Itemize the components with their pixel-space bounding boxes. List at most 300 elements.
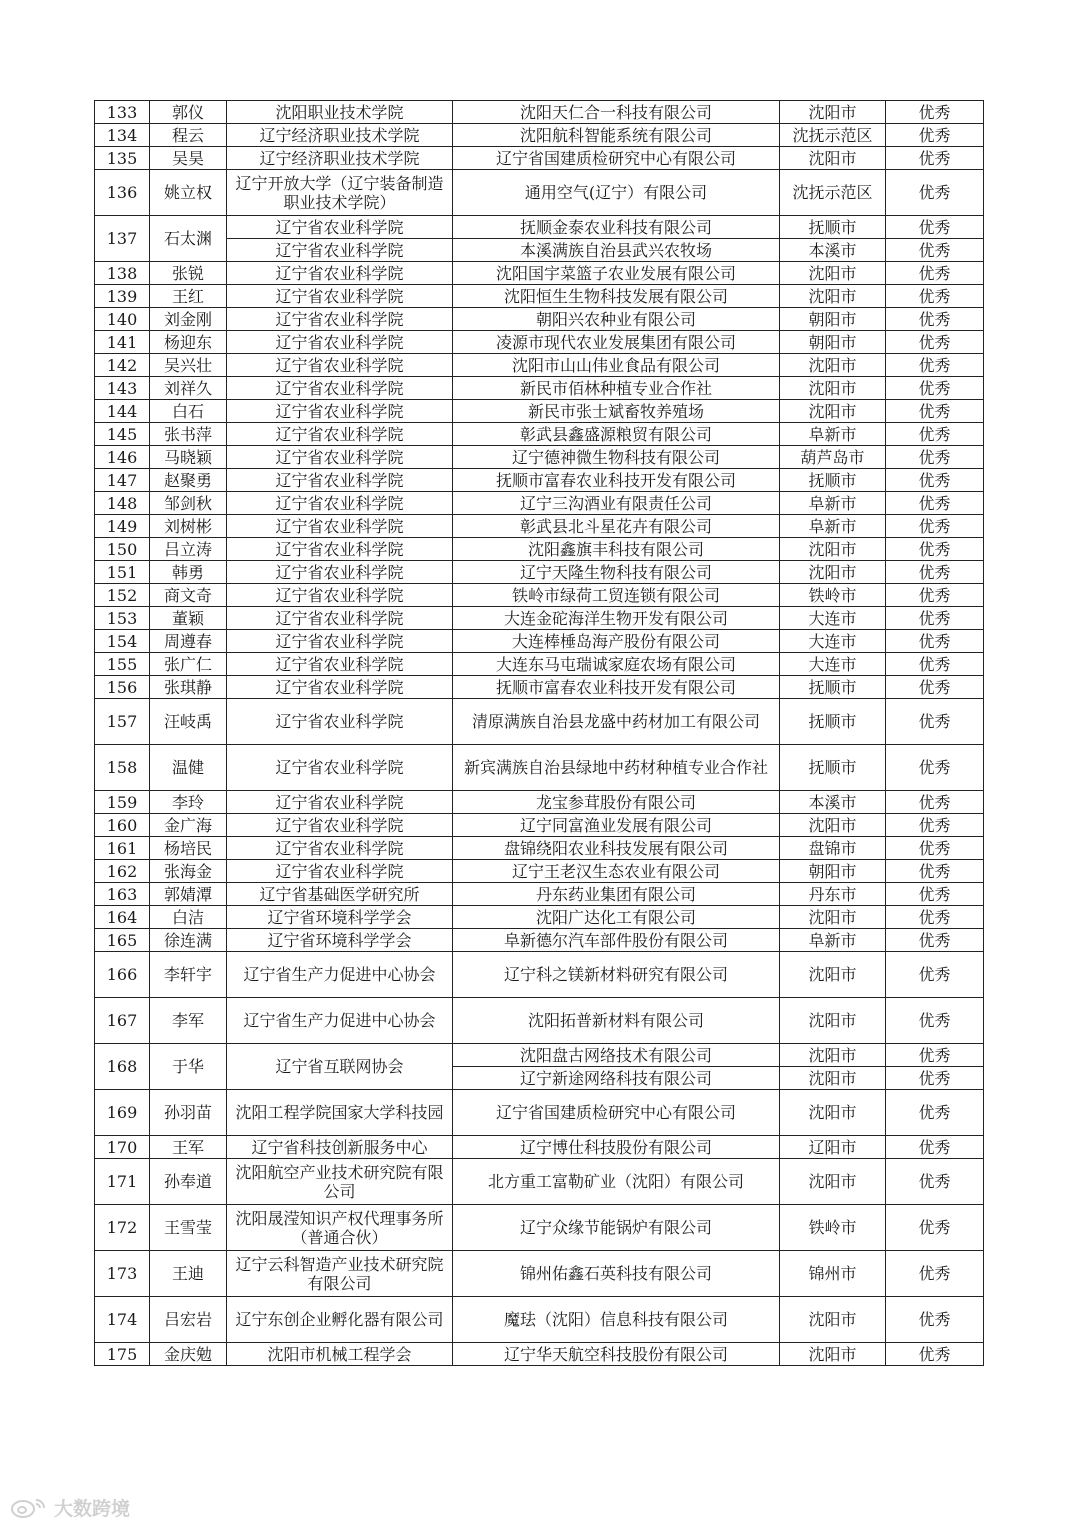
row-number: 135 xyxy=(95,147,150,170)
company-city: 沈抚示范区 xyxy=(780,170,886,216)
table-row xyxy=(95,998,984,1044)
row-number: 136 xyxy=(95,170,150,216)
row-number: 159 xyxy=(95,791,150,814)
expert-name: 吴兴壮 xyxy=(150,354,227,377)
dispatch-unit: 辽宁省环境科学学会 xyxy=(227,906,453,929)
row-number: 175 xyxy=(95,1343,150,1366)
evaluation-grade: 优秀 xyxy=(886,377,984,400)
row-number: 162 xyxy=(95,860,150,883)
company-city: 朝阳市 xyxy=(780,331,886,354)
expert-name: 温健 xyxy=(150,745,227,791)
company-city: 沈阳市 xyxy=(780,952,886,998)
table-row xyxy=(95,492,984,515)
table-row xyxy=(95,308,984,331)
evaluation-grade: 优秀 xyxy=(886,308,984,331)
company-city: 沈阳市 xyxy=(780,147,886,170)
service-company: 彰武县鑫盛源粮贸有限公司 xyxy=(453,423,780,446)
company-city: 本溪市 xyxy=(780,239,886,262)
company-city: 丹东市 xyxy=(780,883,886,906)
row-number: 134 xyxy=(95,124,150,147)
service-company: 北方重工富勒矿业（沈阳）有限公司 xyxy=(453,1159,780,1205)
company-city: 沈阳市 xyxy=(780,814,886,837)
row-number: 146 xyxy=(95,446,150,469)
evaluation-grade: 优秀 xyxy=(886,469,984,492)
dispatch-unit: 辽宁省农业科学院 xyxy=(227,285,453,308)
company-city: 大连市 xyxy=(780,607,886,630)
table-row xyxy=(95,814,984,837)
table-row xyxy=(95,446,984,469)
company-city: 沈阳市 xyxy=(780,101,886,124)
row-number: 167 xyxy=(95,998,150,1044)
company-city: 锦州市 xyxy=(780,1251,886,1297)
dispatch-unit: 辽宁省农业科学院 xyxy=(227,216,453,239)
dispatch-unit: 辽宁省农业科学院 xyxy=(227,308,453,331)
row-number: 174 xyxy=(95,1297,150,1343)
table-row xyxy=(95,883,984,906)
company-city: 沈阳市 xyxy=(780,1090,886,1136)
service-company: 通用空气(辽宁）有限公司 xyxy=(453,170,780,216)
table-row xyxy=(95,837,984,860)
dispatch-unit: 辽宁省科技创新服务中心 xyxy=(227,1136,453,1159)
row-number: 171 xyxy=(95,1159,150,1205)
expert-name: 韩勇 xyxy=(150,561,227,584)
expert-name: 金庆勉 xyxy=(150,1343,227,1366)
service-company: 辽宁省国建质检研究中心有限公司 xyxy=(453,1090,780,1136)
expert-name: 李轩宇 xyxy=(150,952,227,998)
dispatch-unit: 辽宁东创企业孵化器有限公司 xyxy=(227,1297,453,1343)
evaluation-grade: 优秀 xyxy=(886,929,984,952)
table-row xyxy=(95,285,984,308)
service-company: 辽宁三沟酒业有限责任公司 xyxy=(453,492,780,515)
service-company: 辽宁博仕科技股份有限公司 xyxy=(453,1136,780,1159)
table-row xyxy=(95,630,984,653)
table-row xyxy=(95,1297,984,1343)
expert-name: 白石 xyxy=(150,400,227,423)
service-company: 清原满族自治县龙盛中药材加工有限公司 xyxy=(453,699,780,745)
table-row xyxy=(95,607,984,630)
row-number: 163 xyxy=(95,883,150,906)
expert-name: 汪岐禹 xyxy=(150,699,227,745)
expert-name: 杨培民 xyxy=(150,837,227,860)
evaluation-grade: 优秀 xyxy=(886,423,984,446)
company-city: 铁岭市 xyxy=(780,584,886,607)
expert-name: 张海金 xyxy=(150,860,227,883)
row-number: 173 xyxy=(95,1251,150,1297)
evaluation-grade: 优秀 xyxy=(886,354,984,377)
row-number: 165 xyxy=(95,929,150,952)
service-company: 彰武县北斗星花卉有限公司 xyxy=(453,515,780,538)
table-row xyxy=(95,515,984,538)
company-city: 沈阳市 xyxy=(780,354,886,377)
table-row xyxy=(95,1251,984,1297)
company-city: 沈阳市 xyxy=(780,262,886,285)
service-company: 辽宁华天航空科技股份有限公司 xyxy=(453,1343,780,1366)
service-company: 沈阳广达化工有限公司 xyxy=(453,906,780,929)
table-row xyxy=(95,216,984,239)
table-row xyxy=(95,170,984,216)
company-city: 辽阳市 xyxy=(780,1136,886,1159)
evaluation-grade: 优秀 xyxy=(886,262,984,285)
company-city: 沈阳市 xyxy=(780,377,886,400)
row-number: 141 xyxy=(95,331,150,354)
table-row xyxy=(95,1343,984,1366)
evaluation-grade: 优秀 xyxy=(886,239,984,262)
dispatch-unit: 辽宁省农业科学院 xyxy=(227,607,453,630)
row-number: 170 xyxy=(95,1136,150,1159)
service-company: 大连金砣海洋生物开发有限公司 xyxy=(453,607,780,630)
table-row xyxy=(95,147,984,170)
row-number: 151 xyxy=(95,561,150,584)
expert-name: 程云 xyxy=(150,124,227,147)
dispatch-unit: 辽宁省农业科学院 xyxy=(227,239,453,262)
expert-name: 杨迎东 xyxy=(150,331,227,354)
company-city: 铁岭市 xyxy=(780,1205,886,1251)
company-city: 阜新市 xyxy=(780,423,886,446)
dispatch-unit: 辽宁省农业科学院 xyxy=(227,492,453,515)
expert-name: 张琪静 xyxy=(150,676,227,699)
evaluation-grade: 优秀 xyxy=(886,699,984,745)
service-company: 沈阳恒生生物科技发展有限公司 xyxy=(453,285,780,308)
company-city: 朝阳市 xyxy=(780,308,886,331)
row-number: 137 xyxy=(95,216,150,262)
row-number: 154 xyxy=(95,630,150,653)
service-company: 朝阳兴农种业有限公司 xyxy=(453,308,780,331)
dispatch-unit: 沈阳职业技术学院 xyxy=(227,101,453,124)
table-row xyxy=(95,423,984,446)
table-row xyxy=(95,906,984,929)
row-number: 139 xyxy=(95,285,150,308)
table-row xyxy=(95,469,984,492)
dispatch-unit: 辽宁开放大学（辽宁装备制造职业技术学院） xyxy=(227,170,453,216)
weibo-logo-icon xyxy=(10,1496,48,1518)
table-row xyxy=(95,1090,984,1136)
evaluation-grade: 优秀 xyxy=(886,538,984,561)
dispatch-unit: 辽宁省农业科学院 xyxy=(227,584,453,607)
service-company: 新民市张士斌畜牧养殖场 xyxy=(453,400,780,423)
expert-name: 姚立权 xyxy=(150,170,227,216)
evaluation-grade: 优秀 xyxy=(886,676,984,699)
row-number: 155 xyxy=(95,653,150,676)
dispatch-unit: 辽宁省农业科学院 xyxy=(227,400,453,423)
row-number: 150 xyxy=(95,538,150,561)
table-row xyxy=(95,676,984,699)
evaluation-grade: 优秀 xyxy=(886,285,984,308)
service-company: 新宾满族自治县绿地中药材种植专业合作社 xyxy=(453,745,780,791)
company-city: 本溪市 xyxy=(780,791,886,814)
dispatch-unit: 辽宁省农业科学院 xyxy=(227,515,453,538)
dispatch-unit: 辽宁省农业科学院 xyxy=(227,354,453,377)
service-company: 辽宁同富渔业发展有限公司 xyxy=(453,814,780,837)
row-number: 142 xyxy=(95,354,150,377)
company-city: 抚顺市 xyxy=(780,676,886,699)
evaluation-grade: 优秀 xyxy=(886,124,984,147)
dispatch-unit: 沈阳航空产业技术研究院有限公司 xyxy=(227,1159,453,1205)
expert-name: 郭仪 xyxy=(150,101,227,124)
service-company: 魔珐（沈阳）信息科技有限公司 xyxy=(453,1297,780,1343)
row-number: 143 xyxy=(95,377,150,400)
company-city: 大连市 xyxy=(780,630,886,653)
service-company: 锦州佑鑫石英科技有限公司 xyxy=(453,1251,780,1297)
service-company: 丹东药业集团有限公司 xyxy=(453,883,780,906)
evaluation-grade: 优秀 xyxy=(886,1067,984,1090)
row-number: 158 xyxy=(95,745,150,791)
expert-name: 孙羽苗 xyxy=(150,1090,227,1136)
dispatch-unit: 辽宁省农业科学院 xyxy=(227,837,453,860)
row-number: 160 xyxy=(95,814,150,837)
expert-name: 郭婧潭 xyxy=(150,883,227,906)
evaluation-grade: 优秀 xyxy=(886,1297,984,1343)
evaluation-grade: 优秀 xyxy=(886,101,984,124)
table-row xyxy=(95,745,984,791)
table-row xyxy=(95,584,984,607)
table-row xyxy=(95,354,984,377)
company-city: 沈阳市 xyxy=(780,1297,886,1343)
company-city: 朝阳市 xyxy=(780,860,886,883)
evaluation-grade: 优秀 xyxy=(886,1136,984,1159)
evaluation-grade: 优秀 xyxy=(886,1251,984,1297)
row-number: 148 xyxy=(95,492,150,515)
company-city: 抚顺市 xyxy=(780,216,886,239)
evaluation-grade: 优秀 xyxy=(886,1343,984,1366)
evaluation-grade: 优秀 xyxy=(886,561,984,584)
dispatch-unit: 沈阳晟滢知识产权代理事务所（普通合伙） xyxy=(227,1205,453,1251)
evaluation-grade: 优秀 xyxy=(886,216,984,239)
row-number: 147 xyxy=(95,469,150,492)
dispatch-unit: 辽宁省环境科学学会 xyxy=(227,929,453,952)
table-row xyxy=(95,124,984,147)
service-company: 盘锦绕阳农业科技发展有限公司 xyxy=(453,837,780,860)
evaluation-grade: 优秀 xyxy=(886,584,984,607)
company-city: 沈抚示范区 xyxy=(780,124,886,147)
expert-name: 刘金刚 xyxy=(150,308,227,331)
table-row xyxy=(95,653,984,676)
table-row xyxy=(95,1159,984,1205)
row-number: 152 xyxy=(95,584,150,607)
service-company: 大连棒棰岛海产股份有限公司 xyxy=(453,630,780,653)
table-row xyxy=(95,239,984,262)
evaluation-grade: 优秀 xyxy=(886,814,984,837)
dispatch-unit: 辽宁省农业科学院 xyxy=(227,745,453,791)
expert-name: 孙奉道 xyxy=(150,1159,227,1205)
company-city: 大连市 xyxy=(780,653,886,676)
service-company: 铁岭市绿荷工贸连锁有限公司 xyxy=(453,584,780,607)
expert-name: 赵聚勇 xyxy=(150,469,227,492)
table-row xyxy=(95,400,984,423)
table-row xyxy=(95,1044,984,1067)
dispatch-unit: 辽宁省农业科学院 xyxy=(227,676,453,699)
service-company: 沈阳拓普新材料有限公司 xyxy=(453,998,780,1044)
company-city: 沈阳市 xyxy=(780,561,886,584)
expert-name: 吴昊 xyxy=(150,147,227,170)
company-city: 抚顺市 xyxy=(780,699,886,745)
table-row xyxy=(95,860,984,883)
dispatch-unit: 沈阳市机械工程学会 xyxy=(227,1343,453,1366)
company-city: 沈阳市 xyxy=(780,1044,886,1067)
table-row xyxy=(95,952,984,998)
row-number: 161 xyxy=(95,837,150,860)
table-row xyxy=(95,699,984,745)
row-number: 172 xyxy=(95,1205,150,1251)
dispatch-unit: 辽宁省农业科学院 xyxy=(227,630,453,653)
dispatch-unit: 辽宁省农业科学院 xyxy=(227,377,453,400)
dispatch-unit: 辽宁省农业科学院 xyxy=(227,423,453,446)
service-company: 沈阳鑫旗丰科技有限公司 xyxy=(453,538,780,561)
service-company: 凌源市现代农业发展集团有限公司 xyxy=(453,331,780,354)
expert-name: 周遵春 xyxy=(150,630,227,653)
evaluation-grade: 优秀 xyxy=(886,998,984,1044)
dispatch-unit: 沈阳工程学院国家大学科技园 xyxy=(227,1090,453,1136)
dispatch-unit: 辽宁省农业科学院 xyxy=(227,538,453,561)
dispatch-unit: 辽宁省农业科学院 xyxy=(227,469,453,492)
expert-name: 刘树彬 xyxy=(150,515,227,538)
expert-name: 张广仁 xyxy=(150,653,227,676)
expert-name: 王雪莹 xyxy=(150,1205,227,1251)
company-city: 盘锦市 xyxy=(780,837,886,860)
expert-name: 马晓颖 xyxy=(150,446,227,469)
company-city: 阜新市 xyxy=(780,929,886,952)
expert-name: 于华 xyxy=(150,1044,227,1090)
row-number: 164 xyxy=(95,906,150,929)
row-number: 169 xyxy=(95,1090,150,1136)
table-row xyxy=(95,538,984,561)
dispatch-unit: 辽宁省农业科学院 xyxy=(227,561,453,584)
expert-name: 商文奇 xyxy=(150,584,227,607)
service-company: 抚顺金泰农业科技有限公司 xyxy=(453,216,780,239)
company-city: 沈阳市 xyxy=(780,285,886,308)
expert-name: 白洁 xyxy=(150,906,227,929)
table-row xyxy=(95,1136,984,1159)
evaluation-grade: 优秀 xyxy=(886,331,984,354)
table-row xyxy=(95,929,984,952)
expert-name: 王迪 xyxy=(150,1251,227,1297)
evaluation-grade: 优秀 xyxy=(886,745,984,791)
expert-name: 李玲 xyxy=(150,791,227,814)
table-row xyxy=(95,1205,984,1251)
evaluation-grade: 优秀 xyxy=(886,860,984,883)
dispatch-unit: 辽宁省农业科学院 xyxy=(227,262,453,285)
dispatch-unit: 辽宁省农业科学院 xyxy=(227,653,453,676)
dispatch-unit: 辽宁省农业科学院 xyxy=(227,791,453,814)
table-row xyxy=(95,101,984,124)
evaluation-grade: 优秀 xyxy=(886,952,984,998)
service-company: 辽宁省国建质检研究中心有限公司 xyxy=(453,147,780,170)
company-city: 抚顺市 xyxy=(780,745,886,791)
company-city: 沈阳市 xyxy=(780,1343,886,1366)
evaluation-grade: 优秀 xyxy=(886,653,984,676)
service-company: 沈阳航科智能系统有限公司 xyxy=(453,124,780,147)
expert-name: 董颖 xyxy=(150,607,227,630)
dispatch-unit: 辽宁经济职业技术学院 xyxy=(227,147,453,170)
service-company: 辽宁新途网络科技有限公司 xyxy=(453,1067,780,1090)
dispatch-unit: 辽宁省农业科学院 xyxy=(227,699,453,745)
dispatch-unit: 辽宁省互联网协会 xyxy=(227,1044,453,1090)
dispatch-unit: 辽宁省农业科学院 xyxy=(227,814,453,837)
service-company: 大连东马屯瑞诚家庭农场有限公司 xyxy=(453,653,780,676)
evaluation-grade: 优秀 xyxy=(886,515,984,538)
evaluation-grade: 优秀 xyxy=(886,837,984,860)
company-city: 沈阳市 xyxy=(780,998,886,1044)
company-city: 沈阳市 xyxy=(780,400,886,423)
evaluation-grade: 优秀 xyxy=(886,492,984,515)
company-city: 沈阳市 xyxy=(780,1159,886,1205)
service-company: 沈阳盘古网络技术有限公司 xyxy=(453,1044,780,1067)
service-company: 辽宁王老汉生态农业有限公司 xyxy=(453,860,780,883)
evaluation-grade: 优秀 xyxy=(886,883,984,906)
expert-name: 邹剑秋 xyxy=(150,492,227,515)
company-city: 沈阳市 xyxy=(780,1067,886,1090)
expert-name: 金广海 xyxy=(150,814,227,837)
table-row xyxy=(95,561,984,584)
row-number: 168 xyxy=(95,1044,150,1090)
row-number: 140 xyxy=(95,308,150,331)
row-number: 166 xyxy=(95,952,150,998)
expert-name: 张锐 xyxy=(150,262,227,285)
company-city: 抚顺市 xyxy=(780,469,886,492)
service-company: 辽宁德神微生物科技有限公司 xyxy=(453,446,780,469)
company-city: 沈阳市 xyxy=(780,906,886,929)
company-city: 沈阳市 xyxy=(780,538,886,561)
evaluation-grade: 优秀 xyxy=(886,607,984,630)
service-company: 本溪满族自治县武兴农牧场 xyxy=(453,239,780,262)
dispatch-unit: 辽宁省农业科学院 xyxy=(227,860,453,883)
evaluation-grade: 优秀 xyxy=(886,1044,984,1067)
service-company: 龙宝参茸股份有限公司 xyxy=(453,791,780,814)
evaluation-grade: 优秀 xyxy=(886,791,984,814)
evaluation-grade: 优秀 xyxy=(886,1159,984,1205)
table-row xyxy=(95,262,984,285)
expert-name: 王军 xyxy=(150,1136,227,1159)
expert-name: 石太渊 xyxy=(150,216,227,262)
expert-name: 李军 xyxy=(150,998,227,1044)
row-number: 133 xyxy=(95,101,150,124)
service-company: 新民市佰林种植专业合作社 xyxy=(453,377,780,400)
expert-name: 王红 xyxy=(150,285,227,308)
evaluation-grade: 优秀 xyxy=(886,906,984,929)
dispatch-unit: 辽宁经济职业技术学院 xyxy=(227,124,453,147)
service-company: 辽宁科之镁新材料研究有限公司 xyxy=(453,952,780,998)
table-row xyxy=(95,331,984,354)
service-company: 沈阳市山山伟业食品有限公司 xyxy=(453,354,780,377)
evaluation-grade: 优秀 xyxy=(886,630,984,653)
evaluation-grade: 优秀 xyxy=(886,1090,984,1136)
table-row xyxy=(95,377,984,400)
expert-name: 徐连满 xyxy=(150,929,227,952)
row-number: 149 xyxy=(95,515,150,538)
row-number: 138 xyxy=(95,262,150,285)
evaluation-grade: 优秀 xyxy=(886,400,984,423)
row-number: 157 xyxy=(95,699,150,745)
service-company: 抚顺市富春农业科技开发有限公司 xyxy=(453,676,780,699)
award-table xyxy=(94,100,984,1366)
watermark-text: 大数跨境 xyxy=(54,1497,131,1520)
evaluation-grade: 优秀 xyxy=(886,446,984,469)
table-row xyxy=(95,791,984,814)
evaluation-grade: 优秀 xyxy=(886,147,984,170)
row-number: 144 xyxy=(95,400,150,423)
dispatch-unit: 辽宁省基础医学研究所 xyxy=(227,883,453,906)
service-company: 沈阳国宇菜篮子农业发展有限公司 xyxy=(453,262,780,285)
expert-name: 张书萍 xyxy=(150,423,227,446)
company-city: 阜新市 xyxy=(780,492,886,515)
service-company: 辽宁天隆生物科技有限公司 xyxy=(453,561,780,584)
company-city: 葫芦岛市 xyxy=(780,446,886,469)
dispatch-unit: 辽宁省农业科学院 xyxy=(227,446,453,469)
service-company: 辽宁众缘节能锅炉有限公司 xyxy=(453,1205,780,1251)
row-number: 153 xyxy=(95,607,150,630)
evaluation-grade: 优秀 xyxy=(886,1205,984,1251)
row-number: 156 xyxy=(95,676,150,699)
evaluation-grade: 优秀 xyxy=(886,170,984,216)
